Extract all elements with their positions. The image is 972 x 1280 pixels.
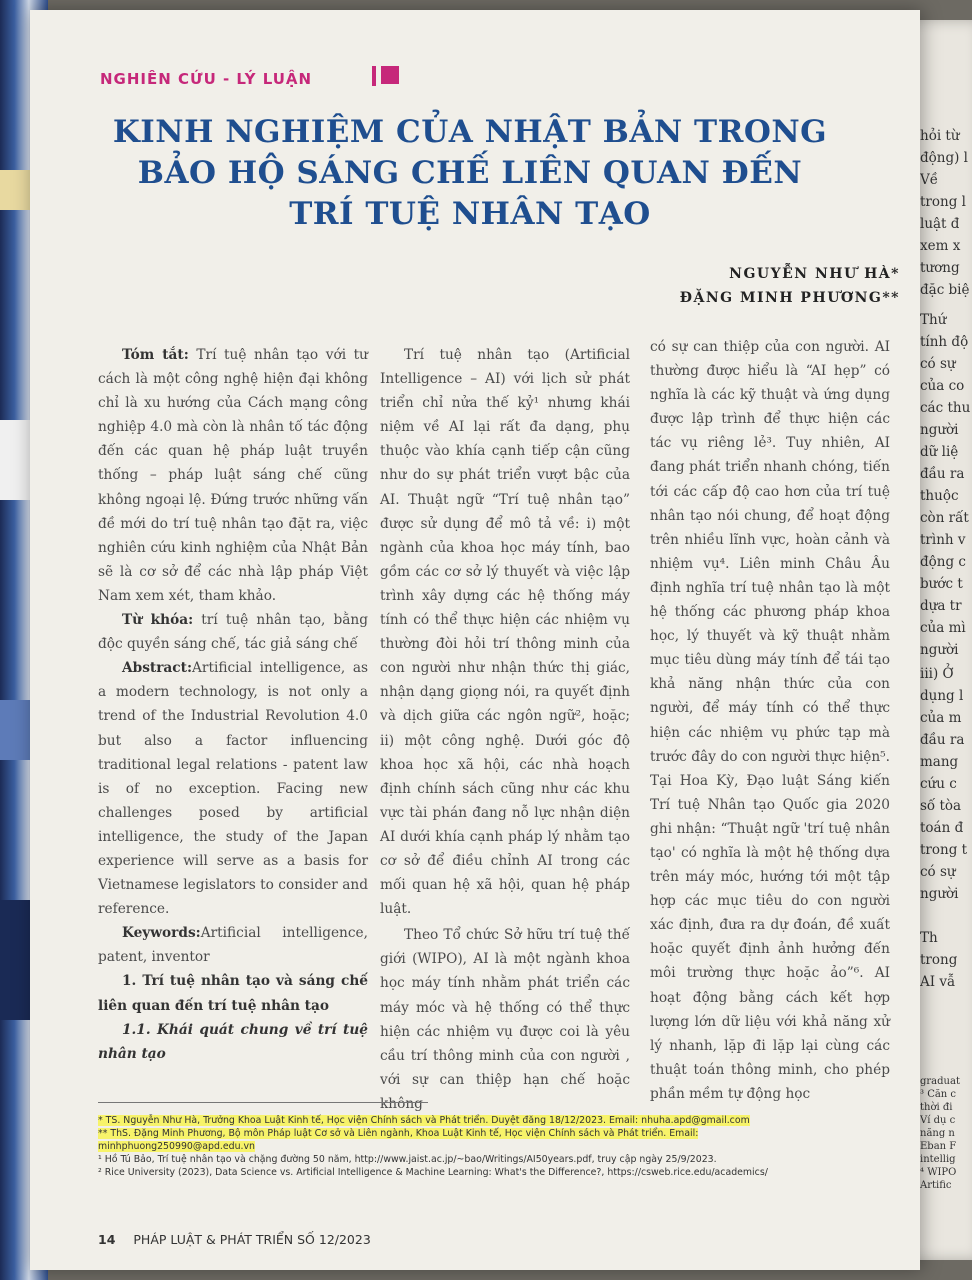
- next-page-footnote: graduat: [920, 1076, 960, 1087]
- next-page-line: dựa tr: [920, 598, 962, 614]
- footnote-author-1: * TS. Nguyễn Như Hà, Trưởng Khoa Luật Kinh tế, Học viện Chính sách và Phát triển. Duyệt đăng 18/12/2023. Email: nhuha.apd@gmail.com: [98, 1115, 750, 1126]
- next-page-line: động) l: [920, 150, 968, 166]
- authors: [680, 262, 900, 310]
- title-line-1: KINH NGHIỆM CỦA NHẬT BẢN TRONG: [112, 114, 828, 150]
- next-page-footnote: Artific: [920, 1180, 952, 1191]
- abstract-label: Abstract:: [122, 660, 193, 677]
- column-3: [650, 335, 890, 1106]
- author-1: NGUYỄN NHƯ HÀ*: [729, 266, 900, 282]
- next-page-line: luật đ: [920, 216, 960, 232]
- journal-name: PHÁP LUẬT & PHÁT TRIỂN SỐ 12/2023: [133, 1232, 371, 1247]
- page-footer: [98, 1232, 371, 1247]
- footnote-2: ² Rice University (2023), Data Science vs. Artificial Intelligence & Machine Learning: What's the Difference?, https://csweb.rice.edu/academics/: [98, 1167, 768, 1178]
- summary-text: Trí tuệ nhân tạo với tư cách là một công nghệ hiện đại không chỉ là xu hướng của Cách mạng công nghiệp 4.0 mà còn là nhân tố tác động đến các quan hệ pháp luật truyền thống – pháp luật sáng chế cũng không ngoại lệ. Đứng trước những vấn đề mới do trí tuệ nhân tạo đặt ra, việc nghiên cứu kinh nghiệm của Nhật Bản sẽ là cơ sở để các nhà lập pháp Việt Nam xem xét, tham khảo.: [98, 347, 368, 604]
- next-page-line: hỏi từ: [920, 128, 960, 144]
- next-page-line: của mì: [920, 620, 966, 636]
- next-page-footnote: thời đi: [920, 1102, 953, 1113]
- next-page-line: toán đ: [920, 820, 964, 836]
- abstract-paragraph: [98, 656, 368, 921]
- next-page-line: trong t: [920, 842, 968, 858]
- column-3-paragraph-1: có sự can thiệp của con người. AI thường được hiểu là “AI hẹp” có nghĩa là các kỹ thuật và ứng dụng được lập trình để thực hiện các tác vụ riêng lẻ³. Tuy nhiên, AI đang phát triển nhanh chóng, tiến tới các cấp độ cao hơn của trí tuệ nhân tạo nói chung, để hoạt động trên nhiều lĩnh vực, hoàn cảnh và nhiệm vụ⁴. Liên minh Châu Âu định nghĩa trí tuệ nhân tạo là một hệ thống các phương pháp khoa học, lý thuyết và kỹ thuật nhằm mục tiêu dùng máy tính để tái tạo khả năng nhận thức của con người, để máy tính có thể thực hiện các nhiệm vụ phức tạp mà trước đây do con người thực hiện⁵. Tại Hoa Kỳ, Đạo luật Sáng kiến Trí tuệ Nhân tạo Quốc gia 2020 ghi nhận: “Thuật ngữ 'trí tuệ nhân tạo' có nghĩa là một hệ thống dựa trên máy móc, hướng tới một tập hợp các mục tiêu do con người xác định, đưa ra dự đoán, đề xuất hoặc quyết định ảnh hưởng đến môi trường thực hoặc ảo”⁶. AI hoạt động bằng cách kết hợp lượng lớn dữ liệu với khả năng xử lý nhanh, lặp đi lặp lại cùng các thuật toán thông minh, cho phép phần mềm tự động học: [650, 339, 890, 1102]
- next-page-footnote: Eban F: [920, 1141, 957, 1152]
- next-page-footnote: ⁴ WIPO: [920, 1167, 957, 1178]
- next-page-line: tính độ: [920, 334, 969, 350]
- heading-1-1: 1.1. Khái quát chung về trí tuệ nhân tạo: [98, 1021, 368, 1062]
- footnotes: [98, 1114, 888, 1179]
- next-page-line: số tòa: [920, 798, 962, 814]
- next-page-line: trong l: [920, 194, 966, 210]
- title-line-2: BẢO HỘ SÁNG CHẾ LIÊN QUAN ĐẾN: [137, 155, 803, 191]
- next-page-line: người: [920, 422, 959, 438]
- title-line-3: TRÍ TUỆ NHÂN TẠO: [289, 196, 651, 232]
- footnote-author-2-email: minhphuong250990@apd.edu.vn: [98, 1141, 256, 1152]
- next-page-line: người: [920, 642, 959, 658]
- next-page-line: đầu ra: [920, 732, 965, 748]
- keywords-label: Từ khóa:: [122, 612, 194, 629]
- next-page-line: động c: [920, 554, 966, 570]
- column-2: [380, 343, 630, 1116]
- keywords-text: trí tuệ nhân tạo, bằng độc quyền sáng chế, tác giả sáng chế: [98, 612, 368, 653]
- next-page-line: trình v: [920, 532, 966, 548]
- keywords-paragraph: [98, 608, 368, 656]
- next-page-line: các thu: [920, 400, 971, 416]
- next-page-line: đầu ra: [920, 466, 965, 482]
- en-keywords-text: Artificial intelligence, patent, inventor: [98, 925, 368, 966]
- next-page-line: mang: [920, 754, 959, 770]
- next-page-line: của co: [920, 378, 965, 394]
- next-page-footnote: năng n: [920, 1128, 955, 1139]
- en-keywords-paragraph: [98, 921, 368, 969]
- page-number: 14: [98, 1232, 116, 1247]
- next-page-line: Về: [920, 172, 939, 188]
- next-page-line: đặc biệ: [920, 282, 970, 298]
- section-label: NGHIÊN CỨU - LÝ LUẬN: [100, 70, 313, 88]
- column-1: [98, 343, 368, 1066]
- next-page-line: còn rất: [920, 510, 969, 526]
- next-page-line: có sự: [920, 864, 956, 880]
- column-2-paragraph-1: Trí tuệ nhân tạo (Artificial Intelligence – AI) với lịch sử phát triển chỉ nửa thế kỷ¹ nhưng khái niệm về AI lại rất đa dạng, phụ thuộc vào khía cạnh tiếp cận cũng như do sự phát triển vượt bậc của AI. Thuật ngữ “Trí tuệ nhân tạo” được sử dụng để mô tả về: i) một ngành của khoa học máy tính, bao gồm các cơ sở lý thuyết và việc lập trình xây dựng các hệ thống máy tính có thể thực hiện các nhiệm vụ thường đòi hỏi trí thông minh của con người như nhận thức thị giác, nhận dạng giọng nói, ra quyết định và dịch giữa các ngôn ngữ², hoặc; ii) một công nghệ. Dưới góc độ khoa học xã hội, các nhà hoạch định chính sách cũng như các khu vực tài phán đang nỗ lực nhận diện AI dưới khía cạnh pháp lý nhằm tạo cơ sở để điều chỉnh AI trong các mối quan hệ xã hội, quan hệ pháp luật.: [380, 347, 630, 918]
- next-page-line: người: [920, 886, 959, 902]
- next-page-line: AI vẫ: [920, 974, 956, 990]
- next-page-line: Th: [920, 930, 938, 946]
- section-mark-icon: [372, 66, 402, 86]
- next-page-line: dữ liệ: [920, 444, 959, 460]
- next-page-line: bước t: [920, 576, 963, 592]
- next-page-line: tương: [920, 260, 960, 276]
- footnote-divider: [98, 1102, 428, 1103]
- article-title: [90, 112, 850, 235]
- next-page-line: xem x: [920, 238, 961, 254]
- footnote-author-2: ** ThS. Đặng Minh Phương, Bộ môn Pháp luật Cơ sở và Liên ngành, Khoa Luật Kinh tế, Học viện Chính sách và Phát triển. Email:: [98, 1128, 699, 1139]
- next-page-footnote: intellig: [920, 1154, 956, 1165]
- heading-1: 1. Trí tuệ nhân tạo và sáng chế liên quan đến trí tuệ nhân tạo: [98, 973, 368, 1014]
- en-keywords-label: Keywords:: [122, 925, 201, 942]
- next-page-footnote: Ví dụ c: [920, 1115, 956, 1126]
- summary-paragraph: [98, 343, 368, 608]
- next-page-line: có sự: [920, 356, 956, 372]
- next-page-footnote: ³ Căn c: [920, 1089, 957, 1100]
- next-page-line: cứu c: [920, 776, 957, 792]
- next-page-line: thuộc: [920, 488, 959, 504]
- next-page-line: dụng l: [920, 688, 964, 704]
- next-page-line: iii) Ở: [920, 666, 954, 682]
- footnote-1: ¹ Hồ Tú Bảo, Trí tuệ nhân tạo và chặng đường 50 năm, http://www.jaist.ac.jp/~bao/Writings/AI50years.pdf, truy cập ngày 25/9/2023.: [98, 1154, 717, 1165]
- next-page-line: Thứ: [920, 312, 947, 328]
- summary-label: Tóm tắt:: [122, 347, 189, 363]
- next-page-line: trong: [920, 952, 958, 968]
- abstract-text: Artificial intelligence, as a modern technology, is not only a trend of the Industrial Revolution 4.0 but also a factor influencing traditional legal relations - patent law is of no exception. Facing new challenges posed by artificial intelligence, the study of the Japan experience will serve as a basis for Vietnamese legislators to consider and reference.: [98, 660, 368, 918]
- column-2-paragraph-2: Theo Tổ chức Sở hữu trí tuệ thế giới (WIPO), AI là một ngành khoa học máy tính nhằm phát triển các máy móc và hệ thống có thể thực hiện các nhiệm vụ được coi là yêu cầu trí thông minh của con người , với sự can thiệp hạn chế hoặc không: [380, 927, 630, 1112]
- author-2: ĐẶNG MINH PHƯƠNG**: [679, 290, 900, 306]
- next-page-line: của m: [920, 710, 962, 726]
